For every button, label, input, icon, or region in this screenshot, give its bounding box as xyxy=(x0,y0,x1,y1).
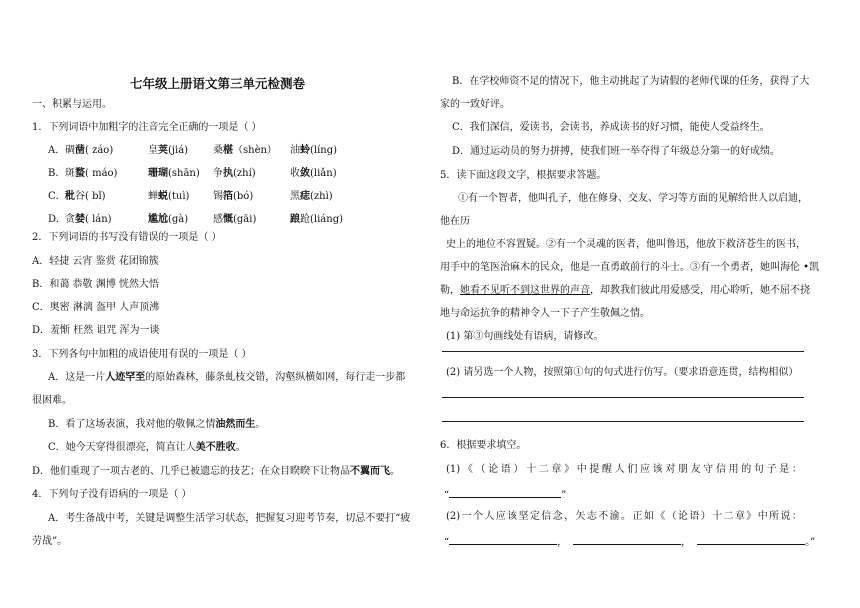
question-2-option-b: B．和蔼 恭敬 渊博 恍然大悟 xyxy=(32,279,159,290)
question-4-option-c: C．我们深信，爱读书，会读书，养成读书的好习惯，能使人受益终生。 xyxy=(452,122,770,133)
question-3-option-a: A．这是一片人迹罕至的原始森林，藤条虬枝交错，沟壑纵横如网，每行走一步都 xyxy=(48,372,406,383)
question-1-stem: 1．下列词语中加粗字的注音完全正确的一项是（ ） xyxy=(32,122,262,133)
question-4-option-a-cont: 劳战”。 xyxy=(32,536,68,547)
question-4-stem: 4．下列句子没有语病的一项是（ ） xyxy=(32,489,192,500)
question-5-sub-1: (1) 第③句画线处有语病，请修改。 xyxy=(446,331,604,342)
question-6-stem: 6．根据要求填空。 xyxy=(440,440,527,451)
question-1-word: 皇荚(jiá) xyxy=(148,145,189,156)
question-2-option-d: D．羞惭 枉然 诅咒 浑为一谈 xyxy=(32,325,160,336)
question-1-word: 感慨(gāi) xyxy=(213,214,257,225)
question-5-sub-2: (2) 请另选一个人物，按照第①句的句式进行仿写。（要求语意连贯，结构相似） xyxy=(446,367,799,378)
question-6-sub-2-answer: “ ， ， 。” xyxy=(444,534,815,549)
passage-line-4: 用手中的笔医治麻木的民众，他是一直勇敢前行的斗士。③有一个勇者，她叫海伦 •凯 xyxy=(440,262,820,273)
exam-title: 七年级上册语文第三单元检测卷 xyxy=(130,76,306,91)
question-3-option-a-cont: 很困难。 xyxy=(32,395,72,406)
fill-blank[interactable] xyxy=(449,534,557,545)
question-4-option-d: D．通过运动员的努力拼搏，使我们班一举夺得了年级总分第一的好成绩。 xyxy=(452,146,781,157)
question-1-word: 争执(zhí) xyxy=(213,168,256,179)
question-1-word: 桑椹（shèn） xyxy=(213,145,277,156)
fill-blank[interactable] xyxy=(697,534,805,545)
passage-line-5: 勒，她看不见听不到这世界的声音，却教我们彼此用爱感受，用心聆听，她不屈不挠 xyxy=(440,285,810,296)
fill-blank[interactable] xyxy=(449,487,561,498)
question-1-word: 锡箔(bó) xyxy=(213,191,254,202)
question-1-option-label: B． xyxy=(48,168,66,179)
question-1-word: 贪婪( lán) xyxy=(65,214,112,225)
question-3-stem: 3．下列各句中加粗的成语使用有误的一项是（ ） xyxy=(32,349,252,360)
answer-line[interactable] xyxy=(442,397,804,398)
question-1-word: 踉跄(liáng) xyxy=(290,214,344,225)
question-1-word: 蝉蜕(tuì) xyxy=(148,191,190,202)
question-6-sub-1-answer: “ ” xyxy=(444,487,566,502)
question-2-stem: 2．下列词语的书写没有错误的一项是（ ） xyxy=(32,232,222,243)
question-1-word: 碉凿( záo) xyxy=(65,145,114,156)
question-1-word: 尴尬(gà) xyxy=(148,214,189,225)
passage-line-1: ①有一个智者，他叫孔子，他在修身、交友、学习等方面的见解给世人以启迪， xyxy=(458,193,808,204)
question-1-word: 秕谷( bǐ) xyxy=(65,191,106,202)
question-5-stem: 5．读下面这段文字，根据要求答题。 xyxy=(440,170,607,181)
section-heading: 一、积累与运用。 xyxy=(32,99,112,110)
passage-line-2: 他在历 xyxy=(440,216,470,227)
question-1-word: 珊瑚(shān) xyxy=(148,168,200,179)
question-1-option-label: D． xyxy=(48,214,67,225)
passage-line-6: 地与命运抗争的精神令人一下子产生敬佩之情。 xyxy=(440,308,650,319)
question-3-option-c: C．她今天穿得很漂亮，简直让人美不胜收。 xyxy=(48,442,246,453)
question-3-option-b: B．看了这场表演，我对他的敬佩之情油然而生。 xyxy=(48,419,266,430)
question-6-sub-2: (2) 一 个 人 应 该 坚 定 信 念 ， 矢 志 不 渝 。 正 如 《 （ 论 语 ） 十 二 章 》 中 所 说 ： xyxy=(446,511,802,522)
question-1-option-label: C． xyxy=(48,191,66,202)
answer-line[interactable] xyxy=(442,421,804,422)
question-1-word: 黑痣(zhì) xyxy=(290,191,333,202)
question-4-option-b: B．在学校师资不足的情况下，他主动挑起了为请假的老师代课的任务，获得了大 xyxy=(452,76,810,87)
question-6-sub-1: (1) 《 （ 论 语 ） 十 二 章 》 中 提 醒 人 们 应 该 对 朋 友 守 信 用 的 句 子 是 ： xyxy=(446,464,802,475)
question-3-option-d: D．他们重现了一项古老的、几乎已被遗忘的技艺；在众目睽睽下让物品不翼而飞。 xyxy=(32,466,401,477)
answer-line[interactable] xyxy=(442,351,804,352)
question-1-word: 油蛉(líng) xyxy=(290,145,338,156)
question-2-option-a: A．轻捷 云宵 鉴赏 花团锦簇 xyxy=(32,256,159,267)
question-2-option-c: C．奥密 淋漓 盔甲 人声顶沸 xyxy=(32,302,160,313)
passage-line-3: 史上的地位不容置疑。②有一个灵魂的医者，他叫鲁迅，他放下救济苍生的医书， xyxy=(446,239,806,250)
question-4-option-b-cont: 家的一致好评。 xyxy=(440,99,510,110)
question-1-word: 收敛(liǎn) xyxy=(290,168,337,179)
fill-blank[interactable] xyxy=(573,534,681,545)
question-4-option-a: A．考生备战中考，关键是调整生活学习状态，把握复习迎考节奏，切忌不要打“疲 xyxy=(48,513,411,524)
question-1-word: 斑蝥( máo) xyxy=(65,168,118,179)
question-1-option-label: A． xyxy=(48,145,66,156)
underlined-sentence: 她看不见听不到这世界的声音 xyxy=(460,285,590,296)
